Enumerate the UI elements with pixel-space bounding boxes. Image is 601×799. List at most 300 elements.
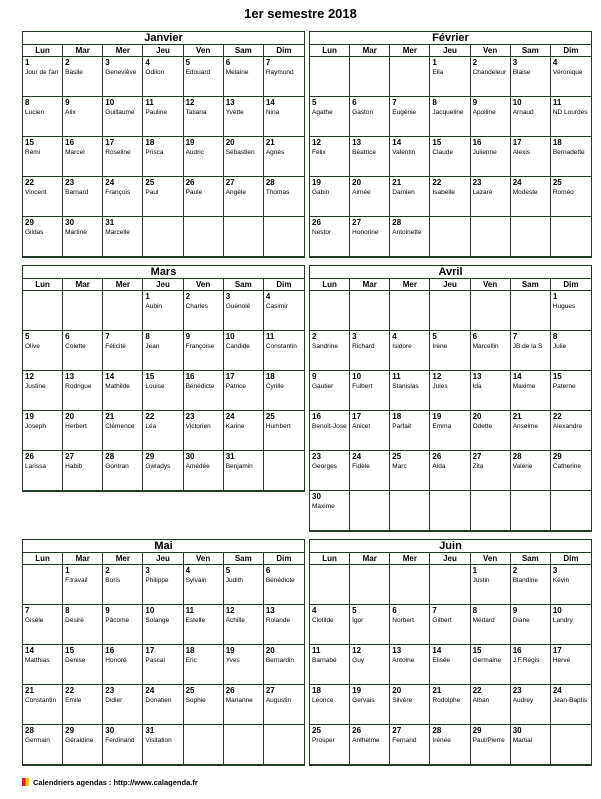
saint-name: Mathilde xyxy=(105,383,130,390)
day-number: 4 xyxy=(392,332,397,341)
day-cell xyxy=(430,411,470,451)
empty-cell xyxy=(23,565,63,605)
saint-name: Lazare xyxy=(472,189,493,196)
day-number: 22 xyxy=(145,412,155,421)
month-grid xyxy=(310,279,591,291)
day-number: 15 xyxy=(472,646,482,655)
day-number: 10 xyxy=(105,98,115,107)
day-number: 22 xyxy=(432,178,442,187)
day-number: 28 xyxy=(392,218,402,227)
day-number: 29 xyxy=(65,726,75,735)
saint-name: Damien xyxy=(392,189,415,196)
saint-name: Justin xyxy=(472,577,490,584)
day-cell xyxy=(430,451,470,491)
day-cell xyxy=(23,97,63,137)
day-number: 13 xyxy=(472,372,482,381)
day-number: 17 xyxy=(512,138,522,147)
day-cell xyxy=(551,331,591,371)
saint-name: F.travail xyxy=(65,577,88,584)
day-number: 31 xyxy=(145,726,155,735)
saint-name: Blaise xyxy=(512,69,531,76)
day-number: 22 xyxy=(25,178,34,187)
empty-cell xyxy=(310,565,350,605)
day-cell xyxy=(310,725,350,765)
saint-name: Jean-Baptis xyxy=(552,697,588,704)
day-cell xyxy=(390,411,430,451)
day-cell xyxy=(63,451,103,491)
day-number: 25 xyxy=(392,452,402,461)
day-cell xyxy=(310,451,350,491)
calagenda-logo-icon xyxy=(22,778,29,786)
saint-name: Anicet xyxy=(352,423,371,430)
day-number: 2 xyxy=(105,566,110,575)
day-cell xyxy=(184,291,224,331)
empty-cell xyxy=(350,291,390,331)
day-cell xyxy=(350,331,390,371)
weekday-header: Mer xyxy=(390,279,430,291)
saint-name: Alexis xyxy=(512,149,531,156)
saint-name: Germaine xyxy=(472,657,502,664)
saint-name: François xyxy=(105,189,131,196)
day-number: 19 xyxy=(185,138,195,147)
empty-cell xyxy=(511,491,551,531)
day-cell xyxy=(471,57,511,97)
day-cell xyxy=(224,605,264,645)
saint-name: Sophie xyxy=(185,697,206,704)
saint-name: Valentin xyxy=(392,149,416,156)
saint-name: Kévin xyxy=(552,577,570,584)
saint-name: ND Lourdes xyxy=(552,109,588,116)
saint-name: Bernadette xyxy=(552,149,585,156)
saint-name: Apolline xyxy=(472,109,496,116)
saint-name: J.F.Régis xyxy=(512,657,540,664)
day-cell xyxy=(350,605,390,645)
day-cell xyxy=(103,137,143,177)
saint-name: Solange xyxy=(145,617,170,624)
day-cell xyxy=(390,217,430,257)
saint-name: Paul xyxy=(145,189,159,196)
day-number: 26 xyxy=(432,452,442,461)
day-cell xyxy=(184,57,224,97)
saint-name: Roseline xyxy=(105,149,131,156)
day-number: 14 xyxy=(25,646,34,655)
day-cell xyxy=(63,331,103,371)
saint-name: Honorine xyxy=(352,229,379,236)
saint-name: Françoise xyxy=(185,343,215,350)
day-number: 2 xyxy=(472,58,478,67)
day-cell xyxy=(390,605,430,645)
saint-name: Basile xyxy=(65,69,83,76)
weekday-header: Mer xyxy=(103,45,143,57)
day-number: 23 xyxy=(105,686,115,695)
day-cell xyxy=(551,97,591,137)
day-cell xyxy=(310,97,350,137)
saint-name: Marcelle xyxy=(105,229,130,236)
day-cell xyxy=(184,371,224,411)
saint-name: Arnaud xyxy=(512,109,534,116)
saint-name: Anthelme xyxy=(352,737,380,744)
day-cell xyxy=(264,645,304,685)
day-cell xyxy=(551,685,591,725)
saint-name: Ella xyxy=(432,69,444,76)
day-number: 5 xyxy=(225,566,231,575)
saint-name: Clémence xyxy=(105,423,135,430)
day-number: 20 xyxy=(352,178,362,187)
saint-name: Irène xyxy=(432,343,448,350)
day-cell xyxy=(143,645,183,685)
day-number: 1 xyxy=(25,58,30,67)
weekday-header: Jeu xyxy=(143,553,183,565)
month-grid xyxy=(23,45,304,57)
day-cell xyxy=(63,371,103,411)
day-number: 11 xyxy=(145,98,154,107)
day-number: 16 xyxy=(185,372,195,381)
saint-name: Vincent xyxy=(25,189,47,196)
day-number: 9 xyxy=(185,332,191,341)
day-number: 19 xyxy=(312,178,321,187)
day-number: 7 xyxy=(25,606,30,615)
weekday-header: Ven xyxy=(471,279,511,291)
day-number: 21 xyxy=(512,412,522,421)
day-number: 29 xyxy=(552,452,562,461)
empty-cell xyxy=(103,291,143,331)
day-number: 9 xyxy=(472,98,478,107)
weekday-header: Mar xyxy=(63,553,103,565)
saint-name: Gautier xyxy=(312,383,334,390)
day-number: 22 xyxy=(472,686,482,695)
saint-name: Sandrine xyxy=(312,343,339,350)
empty-cell xyxy=(430,291,470,331)
saint-name: Barnabé xyxy=(312,657,337,664)
saint-name: Jules xyxy=(432,383,448,390)
saint-name: Médard xyxy=(472,617,495,624)
empty-cell xyxy=(511,217,551,257)
day-number: 28 xyxy=(25,726,34,735)
saint-name: Gervais xyxy=(352,697,375,704)
day-number: 25 xyxy=(145,178,155,187)
saint-name: Didier xyxy=(105,697,123,704)
day-number: 3 xyxy=(145,566,150,575)
saint-name: Agathe xyxy=(312,109,333,116)
saint-name: Alban xyxy=(472,697,490,704)
day-cell xyxy=(430,331,470,371)
day-number: 19 xyxy=(432,412,442,421)
day-cell xyxy=(63,97,103,137)
day-number: 9 xyxy=(65,98,70,107)
day-cell xyxy=(184,331,224,371)
day-cell xyxy=(350,725,390,765)
weekday-header: Sam xyxy=(511,45,551,57)
day-number: 6 xyxy=(352,98,357,107)
empty-cell xyxy=(390,57,430,97)
day-number: 19 xyxy=(352,686,362,695)
saint-name: Odilon xyxy=(145,69,165,76)
day-cell xyxy=(430,725,470,765)
saint-name: Alda xyxy=(432,463,446,470)
day-cell xyxy=(511,725,551,765)
day-number: 3 xyxy=(512,58,518,67)
day-cell xyxy=(430,177,470,217)
day-number: 27 xyxy=(225,178,235,187)
day-cell xyxy=(350,411,390,451)
day-cell xyxy=(471,137,511,177)
weekday-header: Lun xyxy=(23,279,63,291)
saint-name: Marianne xyxy=(225,697,253,704)
month-title: Avril xyxy=(310,266,591,279)
day-cell xyxy=(23,411,63,451)
footer-text[interactable]: Calendriers agendas : http://www.calagenda.fr xyxy=(33,778,198,787)
month-title: Janvier xyxy=(23,32,304,45)
day-number: 1 xyxy=(472,566,478,575)
day-cell xyxy=(551,291,591,331)
day-cell xyxy=(471,371,511,411)
saint-name: Gaston xyxy=(352,109,374,116)
saint-name: Augustin xyxy=(265,697,292,704)
day-cell xyxy=(471,685,511,725)
saint-name: Isidore xyxy=(392,343,412,350)
saint-name: Félicité xyxy=(105,343,126,350)
month-0 xyxy=(22,31,305,258)
saint-name: Melaine xyxy=(225,69,249,76)
day-number: 14 xyxy=(512,372,522,381)
day-number: 21 xyxy=(105,412,115,421)
saint-name: Barnard xyxy=(65,189,89,196)
day-cell xyxy=(23,177,63,217)
saint-name: Ferdinand xyxy=(105,737,135,744)
saint-name: Blandine xyxy=(512,577,539,584)
day-number: 16 xyxy=(472,138,482,147)
empty-cell xyxy=(63,291,103,331)
day-number: 21 xyxy=(432,686,442,695)
saint-name: Colette xyxy=(65,343,86,350)
day-cell xyxy=(264,57,304,97)
weekday-header: Mar xyxy=(350,45,390,57)
day-number: 17 xyxy=(105,138,115,147)
saint-name: Judith xyxy=(225,577,244,584)
day-number: 10 xyxy=(512,98,522,107)
saint-name: Pâcome xyxy=(105,617,130,624)
day-number: 12 xyxy=(25,372,34,381)
day-number: 7 xyxy=(105,332,110,341)
day-number: 1 xyxy=(145,292,150,301)
saint-name: JB.de la S xyxy=(512,343,543,350)
day-number: 8 xyxy=(25,98,30,107)
day-number: 16 xyxy=(512,646,522,655)
saint-name: Paterne xyxy=(552,383,576,390)
day-cell xyxy=(551,451,591,491)
day-cell xyxy=(511,565,551,605)
saint-name: Matthias xyxy=(25,657,50,664)
empty-cell xyxy=(430,565,470,605)
day-number: 31 xyxy=(105,218,115,227)
day-number: 11 xyxy=(265,332,275,341)
month-1 xyxy=(309,31,592,258)
day-number: 26 xyxy=(352,726,362,735)
day-cell xyxy=(390,725,430,765)
day-number: 15 xyxy=(145,372,155,381)
weekday-header: Ven xyxy=(184,553,224,565)
day-number: 3 xyxy=(352,332,357,341)
day-number: 31 xyxy=(225,452,235,461)
day-cell xyxy=(184,177,224,217)
empty-cell xyxy=(184,217,224,257)
day-number: 5 xyxy=(352,606,357,615)
day-number: 4 xyxy=(552,58,558,67)
month-grid xyxy=(310,45,591,57)
saint-name: Marcel xyxy=(65,149,85,156)
day-number: 6 xyxy=(65,332,70,341)
day-cell xyxy=(224,331,264,371)
day-number: 7 xyxy=(432,606,437,615)
day-number: 24 xyxy=(352,452,362,461)
day-number: 27 xyxy=(65,452,75,461)
saint-name: Jean xyxy=(145,343,160,350)
day-cell xyxy=(23,725,63,765)
day-cell xyxy=(471,565,511,605)
saint-name: Visitation xyxy=(145,737,172,744)
day-number: 7 xyxy=(265,58,271,67)
day-cell xyxy=(350,217,390,257)
month-grid xyxy=(23,279,304,291)
saint-name: Stanislas xyxy=(392,383,419,390)
day-cell xyxy=(471,645,511,685)
weekday-header: Sam xyxy=(224,279,264,291)
day-number: 30 xyxy=(65,218,75,227)
saint-name: Nestor xyxy=(312,229,332,236)
day-cell xyxy=(224,451,264,491)
saint-name: Désiré xyxy=(65,617,84,624)
saint-name: Pascal xyxy=(145,657,165,664)
day-number: 20 xyxy=(265,646,275,655)
saint-name: Boris xyxy=(105,577,121,584)
day-cell xyxy=(63,565,103,605)
day-number: 14 xyxy=(432,646,442,655)
day-number: 24 xyxy=(552,686,562,695)
day-cell xyxy=(224,645,264,685)
day-number: 13 xyxy=(265,606,275,615)
saint-name: Géraldine xyxy=(65,737,94,744)
saint-name: Gwladys xyxy=(145,463,171,470)
day-number: 24 xyxy=(225,412,235,421)
day-cell xyxy=(390,451,430,491)
day-cell xyxy=(23,451,63,491)
day-cell xyxy=(430,685,470,725)
day-cell xyxy=(390,137,430,177)
empty-cell xyxy=(264,217,304,257)
weekday-header: Sam xyxy=(224,45,264,57)
day-number: 12 xyxy=(312,138,321,147)
day-cell xyxy=(224,685,264,725)
weekday-header: Sam xyxy=(224,553,264,565)
day-cell xyxy=(224,565,264,605)
saint-name: Raymond xyxy=(265,69,294,76)
day-cell xyxy=(390,177,430,217)
day-number: 24 xyxy=(105,178,115,187)
day-cell xyxy=(350,685,390,725)
saint-name: Chandeleur xyxy=(472,69,507,76)
day-cell xyxy=(264,565,304,605)
day-number: 23 xyxy=(185,412,195,421)
saint-name: Thomas xyxy=(265,189,290,196)
day-number: 3 xyxy=(225,292,231,301)
day-number: 18 xyxy=(185,646,195,655)
month-3 xyxy=(309,265,592,532)
saint-name: Guillaume xyxy=(105,109,135,116)
day-number: 10 xyxy=(225,332,235,341)
saint-name: Sébastien xyxy=(225,149,255,156)
day-number: 4 xyxy=(185,566,191,575)
saint-name: Ida xyxy=(472,383,482,390)
day-number: 3 xyxy=(552,566,558,575)
saint-name: Karine xyxy=(225,423,245,430)
day-cell xyxy=(511,177,551,217)
saint-name: Antoine xyxy=(392,657,415,664)
saint-name: Bénédicte xyxy=(265,577,295,584)
day-cell xyxy=(264,137,304,177)
day-cell xyxy=(264,371,304,411)
day-cell xyxy=(350,137,390,177)
saint-name: Fidèle xyxy=(352,463,370,470)
empty-cell xyxy=(471,217,511,257)
day-number: 1 xyxy=(552,292,558,301)
day-cell xyxy=(143,97,183,137)
day-number: 6 xyxy=(265,566,271,575)
saint-name: Larissa xyxy=(25,463,46,470)
day-number: 11 xyxy=(185,606,195,615)
saint-name: Herbert xyxy=(65,423,87,430)
day-cell xyxy=(511,645,551,685)
day-number: 11 xyxy=(312,646,321,655)
day-number: 30 xyxy=(105,726,115,735)
weekday-header: Dim xyxy=(551,553,591,565)
day-cell xyxy=(310,217,350,257)
saint-name: Alexandre xyxy=(552,423,583,430)
day-cell xyxy=(224,137,264,177)
saint-name: Claude xyxy=(432,149,454,156)
saint-name: Rodolphe xyxy=(432,697,461,704)
day-cell xyxy=(224,57,264,97)
day-number: 21 xyxy=(392,178,402,187)
day-cell xyxy=(471,177,511,217)
saint-name: Benoît-Jose xyxy=(312,423,347,430)
page-title: 1er semestre 2018 xyxy=(244,6,357,21)
day-cell xyxy=(143,565,183,605)
day-cell xyxy=(103,97,143,137)
month-title: Juin xyxy=(310,540,591,553)
day-cell xyxy=(430,605,470,645)
saint-name: Richard xyxy=(352,343,375,350)
weekday-header: Mar xyxy=(350,553,390,565)
day-number: 11 xyxy=(392,372,401,381)
day-cells xyxy=(310,565,591,765)
day-number: 13 xyxy=(392,646,402,655)
day-cell xyxy=(310,177,350,217)
day-cell xyxy=(511,411,551,451)
day-cell xyxy=(350,645,390,685)
day-cell xyxy=(471,331,511,371)
day-cell xyxy=(511,137,551,177)
weekday-header: Lun xyxy=(310,553,350,565)
day-cell xyxy=(511,371,551,411)
day-cell xyxy=(471,725,511,765)
day-number: 18 xyxy=(312,686,321,695)
saint-name: Geneviève xyxy=(105,69,137,76)
saint-name: Isabelle xyxy=(432,189,455,196)
weekday-header: Sam xyxy=(511,279,551,291)
day-cell xyxy=(430,137,470,177)
day-number: 28 xyxy=(432,726,442,735)
saint-name: Candide xyxy=(225,343,250,350)
